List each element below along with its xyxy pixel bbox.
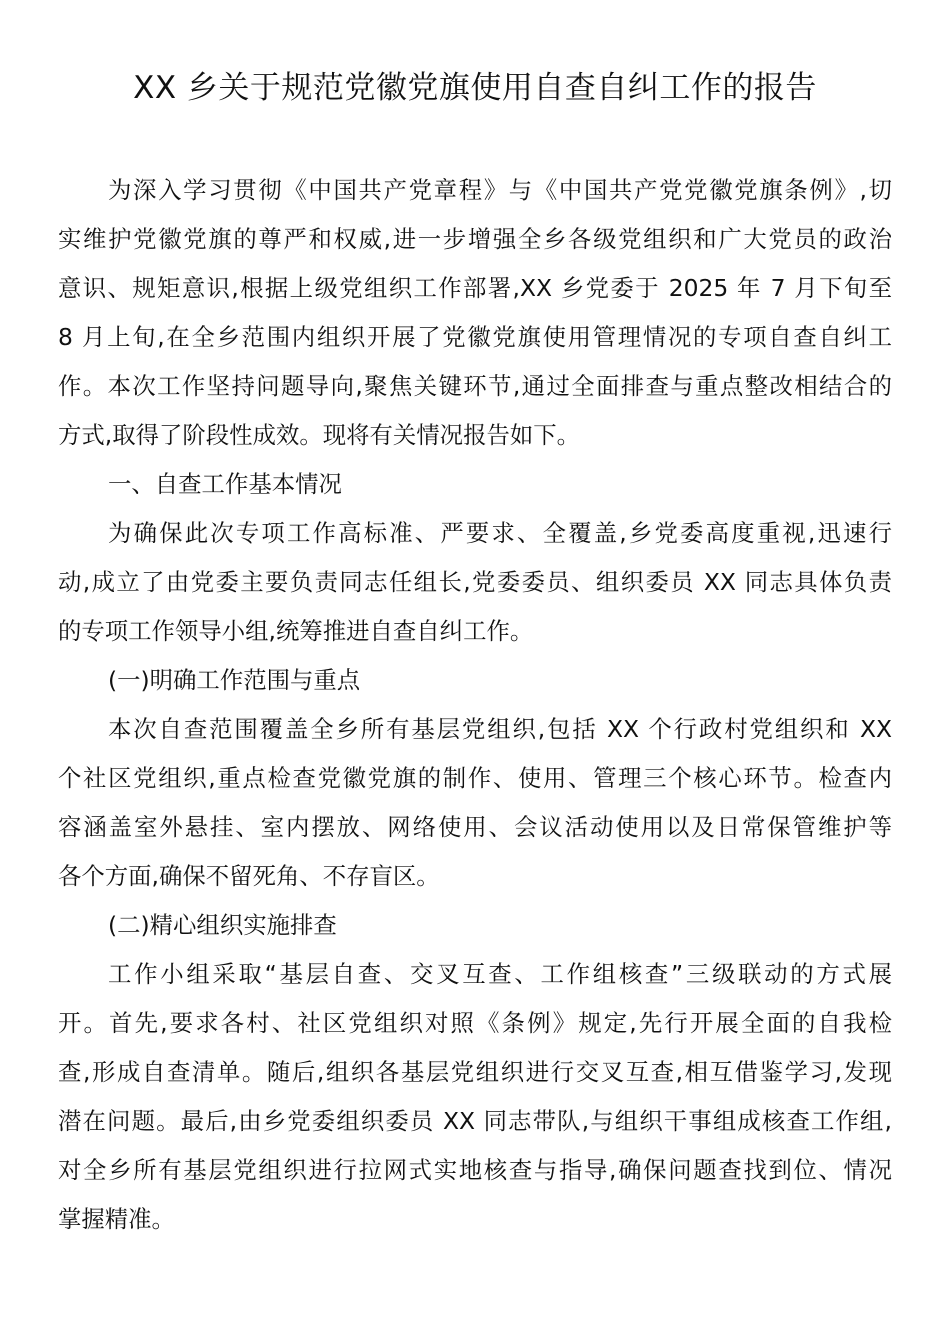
document-body (58, 166, 892, 1244)
text-line: 容涵盖室外悬挂、室内摆放、网络使用、会议活动使用以及日常保管维护等 (58, 813, 892, 841)
text-line: 意识、规矩意识,根据上级党组织工作部署,XX 乡党委于 2025 年 7 月下旬至 (58, 274, 892, 302)
paragraph-scope (58, 705, 892, 901)
subsection-heading-2 (58, 901, 892, 950)
section-heading: 一、自查工作基本情况 (108, 470, 342, 498)
text-line: 8 月上旬,在全乡范围内组织开展了党徽党旗使用管理情况的专项自查自纠工 (58, 323, 892, 351)
subsection-heading-1 (58, 656, 892, 705)
text-line: 本次自查范围覆盖全乡所有基层党组织,包括 XX 个行政村党组织和 XX (108, 715, 892, 743)
text-line: 为确保此次专项工作高标准、严要求、全覆盖,乡党委高度重视,迅速行 (108, 519, 892, 547)
text-line: 潜在问题。最后,由乡党委组织委员 XX 同志带队,与组织干事组成核查工作组, (58, 1107, 892, 1135)
document-title: XX 乡关于规范党徽党旗使用自查自纠工作的报告 (133, 70, 817, 106)
text-line: 开。首先,要求各村、社区党组织对照《条例》规定,先行开展全面的自我检 (58, 1009, 892, 1037)
text-line: 工作小组采取“基层自查、交叉互查、工作组核查”三级联动的方式展 (108, 960, 892, 988)
text-line: 各个方面,确保不留死角、不存盲区。 (58, 862, 440, 890)
text-line: 对全乡所有基层党组织进行拉网式实地核查与指导,确保问题查找到位、情况 (58, 1156, 892, 1184)
paragraph-intro (58, 166, 892, 460)
paragraph-implementation (58, 950, 892, 1244)
text-line: 查,形成自查清单。随后,组织各基层党组织进行交叉互查,相互借鉴学习,发现 (58, 1058, 892, 1086)
text-line: 掌握精准。 (58, 1205, 175, 1233)
text-line: 为深入学习贯彻《中国共产党章程》与《中国共产党党徽党旗条例》,切 (108, 176, 892, 204)
text-line: 动,成立了由党委主要负责同志任组长,党委委员、组织委员 XX 同志具体负责 (58, 568, 892, 596)
section-heading-1 (58, 460, 892, 509)
text-line: 实维护党徽党旗的尊严和权威,进一步增强全乡各级党组织和广大党员的政治 (58, 225, 892, 253)
text-line: 方式,取得了阶段性成效。现将有关情况报告如下。 (58, 421, 581, 449)
paragraph-leadership (58, 509, 892, 656)
text-line: 的专项工作领导小组,统筹推进自查自纠工作。 (58, 617, 534, 645)
subsection-heading: (一)明确工作范围与重点 (108, 666, 361, 694)
subsection-heading: (二)精心组织实施排查 (108, 911, 337, 939)
text-line: 作。本次工作坚持问题导向,聚焦关键环节,通过全面排查与重点整改相结合的 (58, 372, 892, 400)
text-line: 个社区党组织,重点检查党徽党旗的制作、使用、管理三个核心环节。检查内 (58, 764, 892, 792)
